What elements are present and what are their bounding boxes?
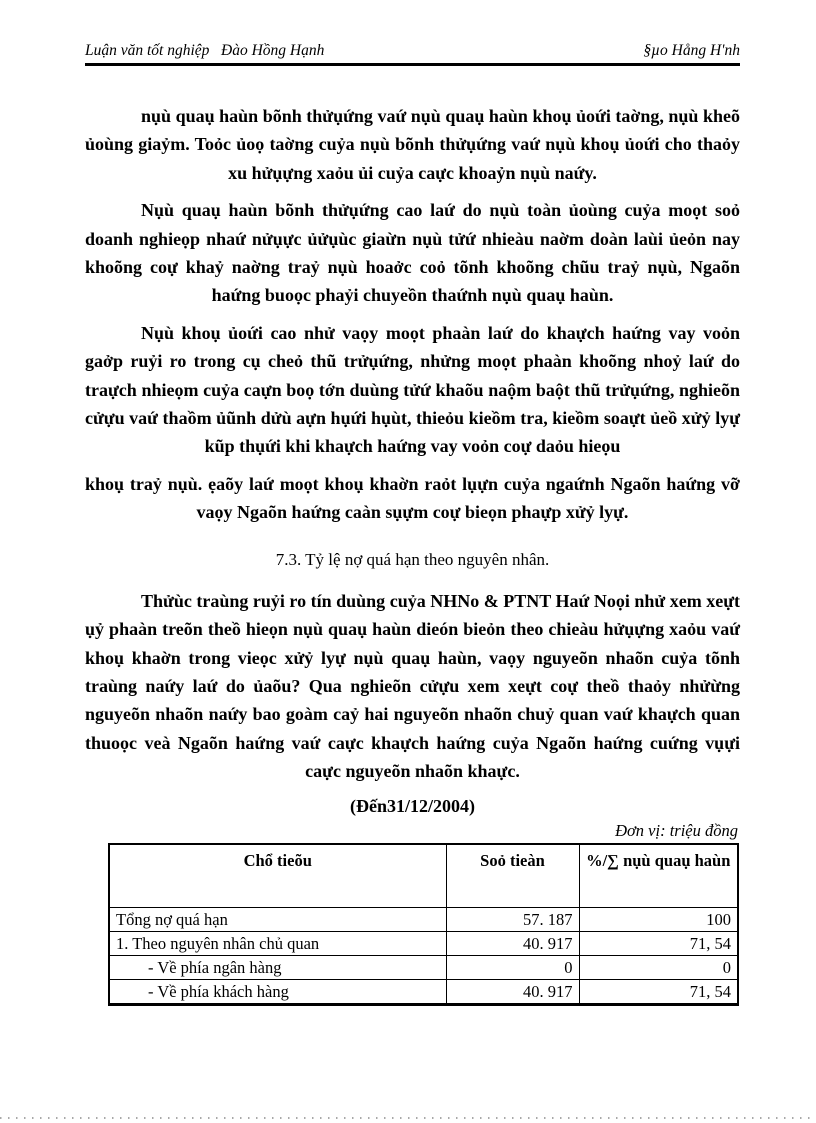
table-unit-note: Đơn vị: triệu đồng	[615, 820, 738, 840]
row-percent: 100	[579, 907, 738, 931]
header-left-title: Luận văn tốt nghiệp Đào Hồng Hạnh	[85, 42, 325, 59]
paragraph-5: Thửùc traùng ruỷi ro tín duùng cuỷa NHNo & PTNT Haứ Noọi nhử xem xeựt ụỷ phaàn treõn theồ hieọn nụù quaụ haùn dieón bieỏn theo chieàu hửụựng xaỏu vaứ khoụ khaờn trong vieọc xửỷ lyự nụù quaụ haùn, vaọy nguyeõn nhaõn cuỷa tõnh traùng naứy laứ do ủaõu? Qua nghieõn cửựu xem xeựt coự theồ thaỏy nhửừng nguyeõn nhaõn naứy bao goàm caỷ hai nguyeõn nhaõn chuỷ quan vaứ khaựch quan thuoọc veà Ngaõn haứng vaứ caực khaựch haứng cuỷa Ngaõn haứng cuứng vụựi caực nguyeõn nhaõn khaực.	[85, 590, 740, 782]
column-header-criteria: Chổ tieõu	[109, 844, 446, 908]
column-header-percent: %/∑ nụù quaụ haùn	[579, 844, 738, 908]
table-header	[109, 844, 738, 908]
row-percent: 71, 54	[579, 979, 738, 1004]
table-row-customer-side	[109, 979, 738, 1004]
table-row-total	[109, 907, 738, 931]
column-header-amount: Soỏ tieàn	[446, 844, 579, 908]
table-body	[109, 907, 738, 1004]
row-label: 1. Theo nguyên nhân chủ quan	[109, 931, 446, 955]
row-amount: 40. 917	[446, 979, 579, 1004]
page-bottom-dotted-line	[0, 1117, 816, 1119]
page-header	[85, 42, 740, 60]
header-rule	[85, 63, 740, 66]
table-header-row	[109, 844, 738, 908]
paragraph-3: Nụù khoụ ủoứi cao nhử vaọy moọt phaàn laứ do khaựch haứng vay voỏn gaởp ruỷi ro trong cụ cheỏ thũ trửụứng, nhửng moọt phaàn khoõng nhoỷ laứ do traựch nhieọm cuỷa caựn boọ tớn duùng tửứ khaõu naộm baột thũ trửụứng, nghieõn cửựu vaứ thaồm ủũnh dửù aựn hụứi hụùt, thieỏu kieồm tra, kieồm soaựt ủeồ xửỷ lyự kũp thụứi khi khaựch haứng vay voỏn coự daỏu hieọu	[85, 322, 740, 457]
table-date-caption: (Đến31/12/2004)	[350, 795, 475, 816]
paragraph-2: Nụù quaụ haùn bõnh thửụứng cao laứ do nụù toàn ủoùng cuỷa moọt soỏ doanh nghieọp nhaứ nửụực ủửụùc giaừn nụù tửứ nhieàu naờm doàn laùi ủeỏn nay khoõng coự khaỷ naờng traỷ nụù hoaởc coỏ tõnh khoõng chũu traỷ nụù, Ngaõn haứng buoọc phaỷi chuyeồn thaứnh nụù quaụ haùn.	[85, 200, 740, 306]
table-row-subjective-cause	[109, 931, 738, 955]
npl-by-cause-table	[108, 843, 739, 1006]
section-heading: 7.3. Tỷ lệ nợ quá hạn theo nguyên nhân.	[275, 549, 550, 569]
paragraph-4: khoụ traỷ nụù. ẹaõy laứ moọt khoụ khaờn raỏt lụựn cuỷa ngaứnh Ngaõn haứng vỡ vaọy Ngaõn haứng caàn sụựm coự bieọn phaựp xửỷ lyự.	[85, 473, 740, 523]
row-label: - Về phía ngân hàng	[109, 955, 446, 979]
row-amount: 57. 187	[446, 907, 579, 931]
header-right-title: §µo Hång H'nh	[643, 42, 740, 59]
row-percent: 0	[579, 955, 738, 979]
row-amount: 0	[446, 955, 579, 979]
paragraph-1: nụù quaụ haùn bõnh thửụứng vaứ nụù quaụ haùn khoụ ủoứi taờng, nụù kheõ ủoùng giaỷm. Toỏc ủoọ taờng cuỷa nụù bõnh thửụứng vaứ nụù khoụ ủoứi cho thaỏy xu hửụựng xaỏu ủi cuỷa caực khoaỷn nụù naứy.	[85, 106, 740, 183]
row-percent: 71, 54	[579, 931, 738, 955]
row-label: Tổng nợ quá hạn	[109, 907, 446, 931]
table-row-bank-side	[109, 955, 738, 979]
row-amount: 40. 917	[446, 931, 579, 955]
row-label: - Về phía khách hàng	[109, 979, 446, 1004]
document-body	[85, 102, 740, 1006]
